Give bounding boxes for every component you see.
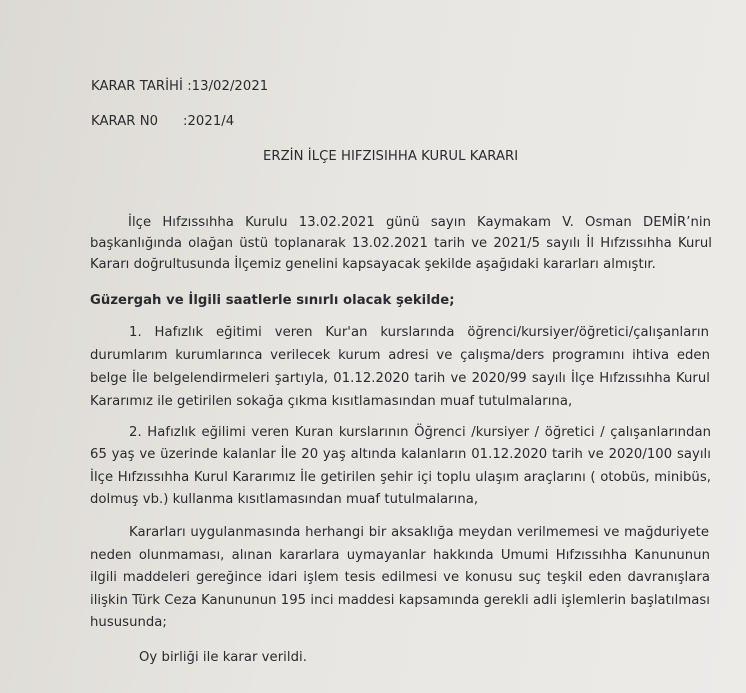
- section-heading: Güzergah ve İlgili saatlerle sınırlı olacak şekilde;: [90, 293, 455, 308]
- item2-line-1: 2. Hafızlık eğilimi veren Kuran kurslarının Öğrenci /kursiyer / öğretici / çalışanlarından: [129, 425, 711, 440]
- signoff: Oy birliği ile karar verildi.: [139, 650, 307, 665]
- item2-line-4: dolmuş vb.) kullanma kısıtlamasından muaf tutulmalarına,: [90, 492, 479, 507]
- decision-date: KARAR TARİHİ :13/02/2021: [91, 79, 269, 94]
- item1-line-3: belge İle belgelendirmeleri şartıyla, 01.12.2020 tarih ve 2020/99 sayılı İlçe Hıfzıssıhha Kurul: [90, 371, 710, 386]
- intro-line-2: başkanlığında olağan üstü toplanarak 13.02.2021 tarih ve 2021/5 sayılı İl Hıfzıssıhha Kurul: [90, 236, 712, 251]
- closing-line-1: Kararları uygulanmasında herhangi bir aksaklığa meydan verilmemesi ve mağduriyete: [129, 525, 709, 540]
- closing-line-4: ilişkin Türk Ceza Kanununun 195 inci maddesi kapsamında gerekli adli işlemlerin başlatılması: [90, 593, 710, 608]
- item1-line-1: 1. Hafızlık eğitimi veren Kur'an kurslarında öğrenci/kursiyer/öğretici/çalışanların: [129, 325, 709, 340]
- item1-line-2: durumlarım kurumlarınca verilecek kurum adresi ve çalışma/ders programını ihtiva eden: [90, 348, 710, 363]
- decision-number-value: :2021/4: [183, 114, 235, 129]
- closing-line-3: ilgili maddeleri gereğince idari işlem tesis edilmesi ve konusu suç teşkil eden davranışlara: [90, 570, 710, 585]
- item2-line-3: İlçe Hıfzıssıhha Kurul Kararımız İle getirilen şehir içi toplu ulaşım araçlarını ( otobüs, minibüs,: [90, 470, 711, 485]
- document-title: ERZİN İLÇE HIFZISIHHA KURUL KARARI: [263, 149, 519, 164]
- decision-number-label: KARAR N0: [91, 114, 159, 129]
- closing-line-5: hususunda;: [90, 615, 167, 630]
- closing-line-2: neden olunmaması, alınan kararlara uymayanlar hakkında Umumi Hıfzıssıhha Kanununun: [90, 548, 710, 563]
- item2-line-2: 65 yaş ve üzerinde kalanlar İle 20 yaş altında kalanların 01.12.2020 tarih ve 2020/100 sayılı: [90, 447, 711, 462]
- item1-line-4: Kararımız ile getirilen sokağa çıkma kısıtlamasından muaf tutulmalarına,: [90, 394, 573, 409]
- intro-line-1: İlçe Hıfzıssıhha Kurulu 13.02.2021 günü sayın Kaymakam V. Osman DEMİR’nin: [128, 215, 711, 230]
- intro-line-3: Kararı doğrultusunda İlçemiz genelini kapsayacak şekilde aşağıdaki kararları almıştır.: [90, 257, 656, 272]
